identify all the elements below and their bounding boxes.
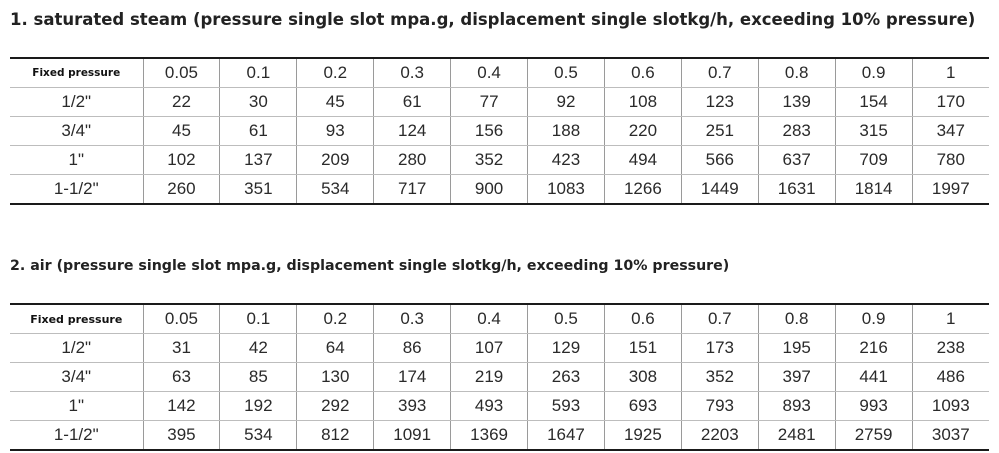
valve-size-cell: 1" [10,392,143,421]
pressure-header-row [10,58,989,88]
displacement-value-cell: 637 [758,146,835,175]
valve-size-cell: 1" [10,146,143,175]
displacement-value-cell: 1449 [681,175,758,205]
displacement-value-cell: 63 [143,363,220,392]
displacement-value-cell: 793 [681,392,758,421]
pressure-header-cell: 0.8 [758,304,835,334]
displacement-value-cell: 717 [374,175,451,205]
pressure-header-cell: 0.4 [451,58,528,88]
pressure-header-cell: 0.8 [758,58,835,88]
displacement-value-cell: 92 [528,88,605,117]
valve-size-cell: 3/4" [10,117,143,146]
displacement-value-cell: 308 [604,363,681,392]
pressure-header-cell: 0.7 [681,58,758,88]
displacement-value-cell: 1083 [528,175,605,205]
displacement-value-cell: 1647 [528,421,605,451]
table-row [10,88,989,117]
displacement-value-cell: 238 [912,334,989,363]
displacement-value-cell: 3037 [912,421,989,451]
displacement-value-cell: 534 [297,175,374,205]
displacement-value-cell: 397 [758,363,835,392]
displacement-value-cell: 61 [374,88,451,117]
displacement-value-cell: 107 [451,334,528,363]
displacement-value-cell: 30 [220,88,297,117]
displacement-value-cell: 173 [681,334,758,363]
air-displacement-table [10,303,989,451]
displacement-value-cell: 494 [604,146,681,175]
displacement-value-cell: 61 [220,117,297,146]
displacement-value-cell: 137 [220,146,297,175]
displacement-value-cell: 993 [835,392,912,421]
pressure-header-cell: 0.9 [835,58,912,88]
steam-section-title: 1. saturated steam (pressure single slot mpa.g, displacement single slotkg/h, exceeding 10% pressure) [10,10,976,29]
displacement-value-cell: 220 [604,117,681,146]
displacement-value-cell: 86 [374,334,451,363]
air-section-title: 2. air (pressure single slot mpa.g, displacement single slotkg/h, exceeding 10% pressure) [10,258,730,274]
displacement-value-cell: 351 [220,175,297,205]
displacement-value-cell: 188 [528,117,605,146]
displacement-value-cell: 1091 [374,421,451,451]
displacement-value-cell: 693 [604,392,681,421]
pressure-header-row [10,304,989,334]
steam-displacement-table [10,57,989,205]
displacement-value-cell: 1093 [912,392,989,421]
table-row [10,146,989,175]
displacement-value-cell: 1369 [451,421,528,451]
pressure-header-cell: 0.1 [220,304,297,334]
valve-size-cell: 1/2" [10,88,143,117]
displacement-value-cell: 280 [374,146,451,175]
displacement-value-cell: 123 [681,88,758,117]
displacement-value-cell: 423 [528,146,605,175]
displacement-value-cell: 260 [143,175,220,205]
displacement-value-cell: 395 [143,421,220,451]
pressure-header-cell: 0.2 [297,304,374,334]
displacement-value-cell: 151 [604,334,681,363]
displacement-value-cell: 77 [451,88,528,117]
displacement-value-cell: 139 [758,88,835,117]
displacement-value-cell: 251 [681,117,758,146]
displacement-value-cell: 593 [528,392,605,421]
displacement-value-cell: 129 [528,334,605,363]
pressure-header-cell: 1 [912,58,989,88]
displacement-value-cell: 2481 [758,421,835,451]
pressure-header-cell: 0.9 [835,304,912,334]
pressure-header-cell: 0.2 [297,58,374,88]
displacement-value-cell: 566 [681,146,758,175]
valve-size-cell: 1/2" [10,334,143,363]
displacement-value-cell: 154 [835,88,912,117]
table-row [10,175,989,205]
displacement-value-cell: 64 [297,334,374,363]
displacement-value-cell: 209 [297,146,374,175]
displacement-value-cell: 156 [451,117,528,146]
displacement-value-cell: 142 [143,392,220,421]
table-row [10,334,989,363]
displacement-value-cell: 352 [681,363,758,392]
valve-size-cell: 1-1/2" [10,421,143,451]
displacement-value-cell: 263 [528,363,605,392]
displacement-value-cell: 45 [143,117,220,146]
valve-size-cell: 1-1/2" [10,175,143,205]
displacement-value-cell: 534 [220,421,297,451]
displacement-value-cell: 124 [374,117,451,146]
displacement-value-cell: 1631 [758,175,835,205]
fixed-pressure-header: Fixed pressure [10,58,143,88]
displacement-value-cell: 812 [297,421,374,451]
displacement-value-cell: 493 [451,392,528,421]
pressure-header-cell: 0.4 [451,304,528,334]
pressure-header-cell: 0.05 [143,58,220,88]
pressure-header-cell: 0.3 [374,304,451,334]
displacement-value-cell: 45 [297,88,374,117]
displacement-value-cell: 441 [835,363,912,392]
table-row [10,421,989,451]
displacement-value-cell: 42 [220,334,297,363]
displacement-value-cell: 1925 [604,421,681,451]
displacement-value-cell: 31 [143,334,220,363]
pressure-header-cell: 0.7 [681,304,758,334]
pressure-header-cell: 0.05 [143,304,220,334]
displacement-value-cell: 900 [451,175,528,205]
displacement-value-cell: 195 [758,334,835,363]
table-row [10,392,989,421]
fixed-pressure-header: Fixed pressure [10,304,143,334]
pressure-header-cell: 0.3 [374,58,451,88]
displacement-value-cell: 216 [835,334,912,363]
displacement-value-cell: 292 [297,392,374,421]
table-row [10,363,989,392]
displacement-value-cell: 130 [297,363,374,392]
displacement-value-cell: 192 [220,392,297,421]
displacement-value-cell: 709 [835,146,912,175]
pressure-header-cell: 0.5 [528,304,605,334]
displacement-value-cell: 170 [912,88,989,117]
pressure-header-cell: 0.6 [604,304,681,334]
displacement-value-cell: 22 [143,88,220,117]
pressure-header-cell: 0.1 [220,58,297,88]
displacement-value-cell: 108 [604,88,681,117]
displacement-value-cell: 780 [912,146,989,175]
displacement-value-cell: 2759 [835,421,912,451]
displacement-value-cell: 1997 [912,175,989,205]
displacement-value-cell: 352 [451,146,528,175]
displacement-value-cell: 347 [912,117,989,146]
displacement-value-cell: 486 [912,363,989,392]
pressure-header-cell: 0.5 [528,58,605,88]
table-row [10,117,989,146]
displacement-value-cell: 1814 [835,175,912,205]
displacement-value-cell: 315 [835,117,912,146]
displacement-value-cell: 1266 [604,175,681,205]
pressure-header-cell: 1 [912,304,989,334]
displacement-value-cell: 93 [297,117,374,146]
displacement-value-cell: 219 [451,363,528,392]
valve-size-cell: 3/4" [10,363,143,392]
displacement-value-cell: 893 [758,392,835,421]
displacement-value-cell: 283 [758,117,835,146]
displacement-value-cell: 2203 [681,421,758,451]
displacement-value-cell: 393 [374,392,451,421]
displacement-value-cell: 174 [374,363,451,392]
pressure-header-cell: 0.6 [604,58,681,88]
displacement-value-cell: 85 [220,363,297,392]
displacement-value-cell: 102 [143,146,220,175]
